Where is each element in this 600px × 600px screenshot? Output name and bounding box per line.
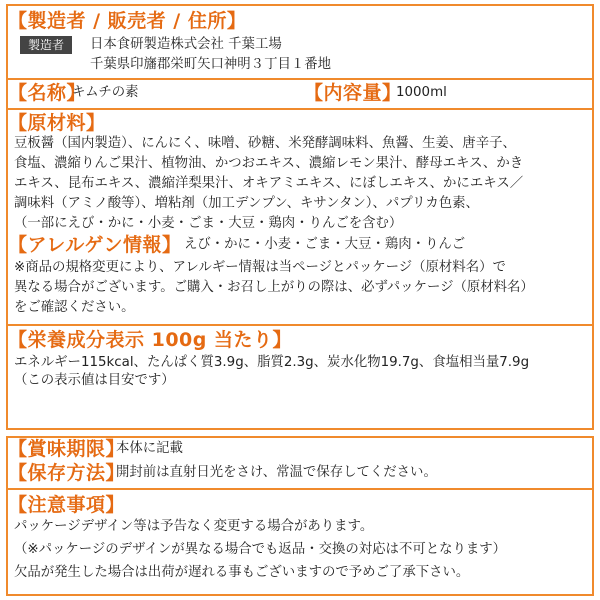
allergen-note: をご確認ください。 xyxy=(14,300,135,315)
divider-name xyxy=(6,78,594,80)
allergen-note: 異なる場合がございます。ご購入・お召し上がりの際は、必ずパッケージ（原材料名） xyxy=(14,280,534,295)
allergen-value: えび・かに・小麦・ごま・大豆・鶏肉・りんご xyxy=(184,237,466,252)
content-value: 1000ml xyxy=(396,85,447,100)
ingredients-line: 調味料（アミノ酸等）、増粘剤（加工デンプン、キサンタン）、パプリカ色素、 xyxy=(14,196,479,211)
expiry-value: 本体に記載 xyxy=(116,441,183,456)
allergen-heading: 【アレルゲン情報】 xyxy=(8,234,182,256)
name-value: キムチの素 xyxy=(72,85,139,100)
ingredients-line: 食塩、濃縮りんご果汁、植物油、かつおエキス、濃縮レモン果汁、酵母エキス、かき xyxy=(14,156,524,171)
nutrition-heading: 【栄養成分表示 100g 当たり】 xyxy=(8,329,292,351)
caution-line: （※パッケージのデザインが異なる場合でも返品・交換の対応は不可となります） xyxy=(14,542,507,557)
ingredients-line: 豆板醤（国内製造）、にんにく、味噌、砂糖、米発酵調味料、魚醤、生姜、唐辛子、 xyxy=(14,136,516,151)
divider-storage xyxy=(6,488,594,490)
nutrition-note: （この表示値は目安です） xyxy=(14,373,175,388)
manufacturer-heading: 【製造者 / 販売者 / 住所】 xyxy=(8,10,247,32)
name-heading: 【名称】 xyxy=(8,82,87,104)
storage-heading: 【保存方法】 xyxy=(8,462,126,484)
ingredients-heading: 【原材料】 xyxy=(8,112,106,134)
caution-line: 欠品が発生した場合は出荷が遅れる事もございますので予めご了承下さい。 xyxy=(14,565,470,580)
caution-heading: 【注意事項】 xyxy=(8,494,126,516)
manufacturer-badge: 製造者 xyxy=(20,36,72,54)
ingredients-line: エキス、昆布エキス、濃縮洋梨果汁、オキアミエキス、にぼしエキス、かにエキス／ xyxy=(14,176,524,191)
divider-nutrition xyxy=(6,324,594,326)
manufacturer-company: 日本食研製造株式会社 千葉工場 xyxy=(90,37,282,52)
nutrition-values: エネルギー115kcal、たんぱく質3.9g、脂質2.3g、炭水化物19.7g、食塩相当量7.9g xyxy=(14,355,530,370)
divider-ingredients xyxy=(6,108,594,110)
manufacturer-address: 千葉県印旛郡栄町矢口神明３丁目１番地 xyxy=(90,57,332,72)
expiry-heading: 【賞味期限】 xyxy=(8,438,126,460)
allergen-note: ※商品の規格変更により、アレルギー情報は当ページとパッケージ（原材料名）で xyxy=(14,260,506,275)
ingredients-line: （一部にえび・かに・小麦・ごま・大豆・鶏肉・りんごを含む） xyxy=(14,216,403,231)
storage-value: 開封前は直射日光をさけ、常温で保存してください。 xyxy=(116,465,437,480)
caution-line: パッケージデザイン等は予告なく変更する場合があります。 xyxy=(14,519,374,534)
content-heading: 【内容量】 xyxy=(304,82,402,104)
